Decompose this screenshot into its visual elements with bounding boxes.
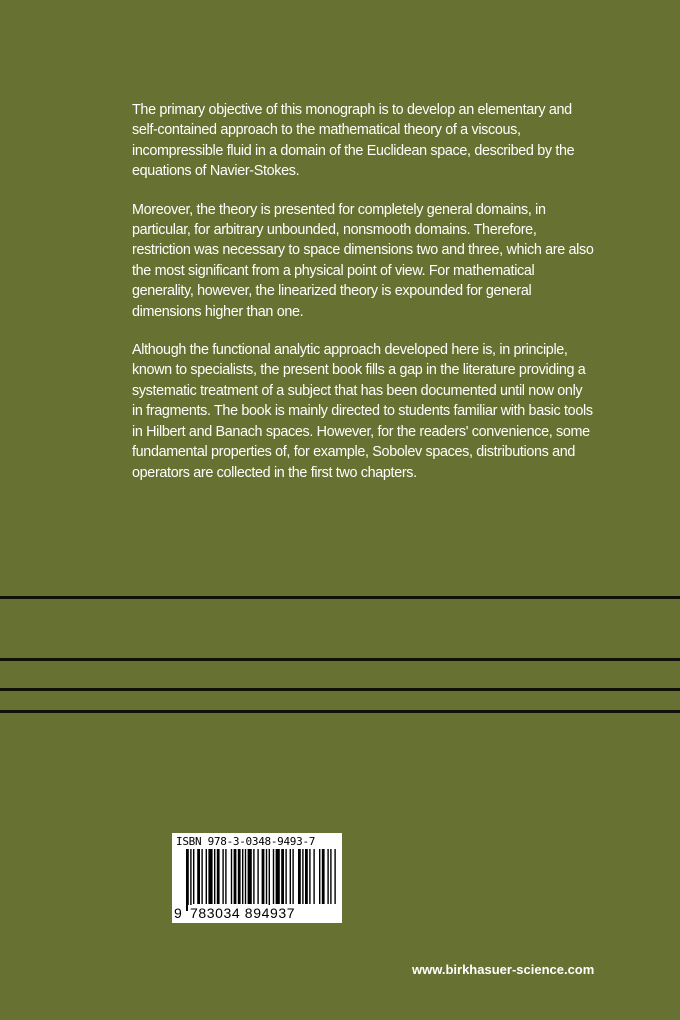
barcode-bar: [257, 849, 258, 904]
blurb-paragraph-2: Moreover, the theory is presented for completely general domains, in particular, for arbitrary unbounded, nonsmooth domains. Therefore, restriction was necessary to space dimensions two and three, which are also the most significant from a physical point of view. For mathematical generality, however, the linearized theory is expounded for general dimensions higher than one.: [132, 201, 594, 320]
barcode-bar: [298, 849, 301, 904]
blurb-paragraph-1: The primary objective of this monograph is to develop an elementary and self-contained approach to the mathematical theory of a viscous, incompressible fluid in a domain of the Euclidean space, described by the equations of Navier-Stokes.: [132, 102, 575, 180]
horizontal-rule-3: [0, 688, 680, 691]
barcode-bar: [242, 849, 243, 904]
barcode-digits: 783034 894937: [190, 905, 296, 921]
barcode-bar: [197, 849, 200, 904]
barcode-bar: [238, 849, 241, 904]
barcode-bar: [248, 849, 252, 904]
publisher-url: www.birkhasuer-science.com: [412, 962, 595, 977]
barcode-bar: [208, 849, 212, 904]
barcode-bar: [190, 849, 191, 911]
barcode-bar: [231, 849, 232, 904]
horizontal-rule-4: [0, 710, 680, 713]
barcode-bar: [269, 849, 270, 911]
barcode-bar: [193, 849, 194, 904]
barcode-bar: [302, 849, 303, 904]
barcode-bar: [253, 849, 254, 904]
barcode-bar: [217, 849, 220, 904]
back-cover-blurb: [132, 100, 595, 501]
barcode-bar: [266, 849, 267, 904]
barcode-bar: [292, 849, 293, 904]
horizontal-rule-2: [0, 658, 680, 661]
barcode-bar: [273, 849, 274, 904]
barcode-bar: [281, 849, 284, 904]
barcode-bar: [334, 849, 335, 904]
barcode-bar: [262, 849, 265, 904]
barcode-bar: [322, 849, 325, 904]
barcode-bar: [206, 849, 207, 904]
barcode-bar: [234, 849, 237, 904]
barcode-bar: [327, 849, 328, 904]
barcode-bar: [319, 849, 320, 904]
barcode-bar: [285, 849, 286, 904]
barcode-bar: [201, 849, 202, 904]
barcode-bar: [290, 849, 291, 904]
isbn-label: ISBN 978-3-0348-9493-7: [176, 835, 316, 848]
barcode-bar: [313, 849, 314, 904]
barcode-bar: [276, 849, 280, 904]
barcode-bar: [222, 849, 223, 904]
isbn-barcode-block: [172, 833, 342, 923]
blurb-paragraph-3: Although the functional analytic approach developed here is, in principle, known to specialists, the present book fills a gap in the literature providing a systematic treatment of a subject that has been documented until now only in fragments. The book is mainly directed to students familiar with basic tools in Hilbert and Banach spaces. However, for the readers' convenience, some fundamental properties of, for example, Sobolev spaces, distributions and operators are collected in the first two chapters.: [132, 342, 593, 481]
barcode-bar: [225, 849, 226, 904]
barcode-bar: [330, 849, 331, 904]
barcode-first-digit: 9: [174, 905, 182, 921]
barcode-bar: [214, 849, 215, 904]
horizontal-rule-1: [0, 596, 680, 599]
barcode-bar: [245, 849, 246, 904]
barcode-bar: [309, 849, 310, 904]
barcode-bar: [305, 849, 308, 904]
barcode-bar: [186, 849, 189, 911]
